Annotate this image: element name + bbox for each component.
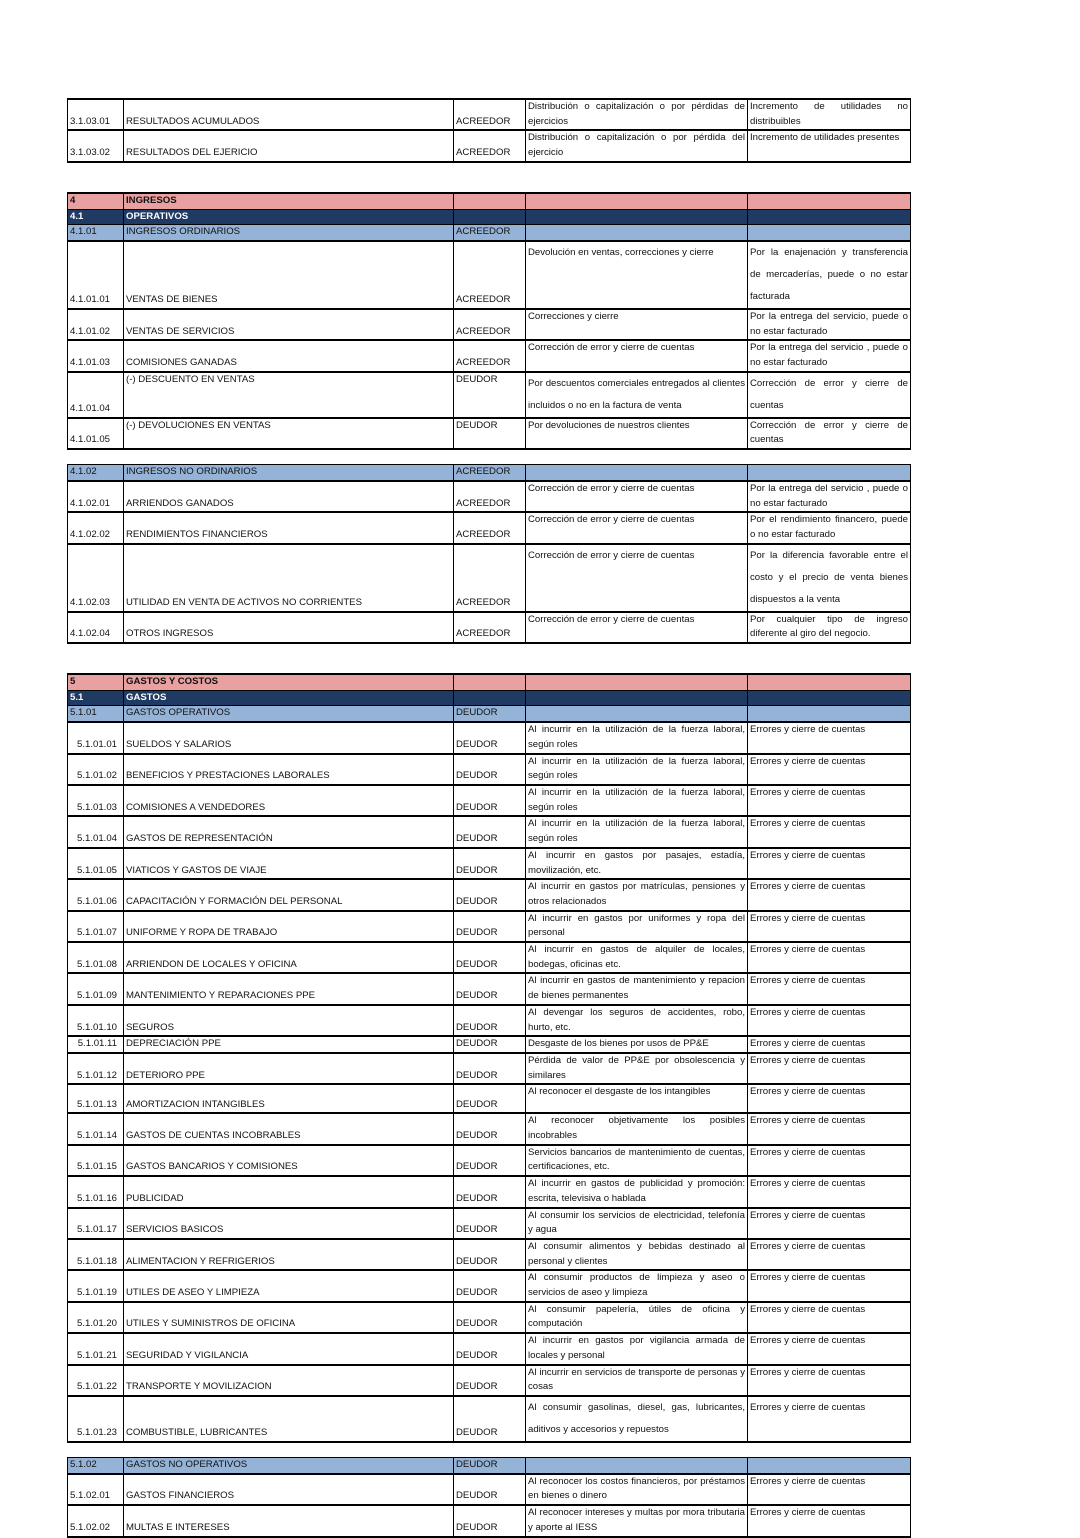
account-row — [68, 612, 911, 643]
account-nature: ACREEDOR — [454, 340, 526, 371]
debit-description: Desgaste de los bienes por usos de PP&E — [526, 1036, 748, 1053]
debit-description: Al incurrir en gastos por uniformes y ropa del personal — [526, 911, 748, 942]
account-nature: DEUDOR — [454, 1474, 526, 1505]
account-name: UTILIDAD EN VENTA DE ACTIVOS NO CORRIENTES — [124, 544, 454, 612]
account-name: OTROS INGRESOS — [124, 612, 454, 643]
account-row — [68, 722, 911, 753]
credit-description: Errores y cierre de cuentas — [748, 1239, 911, 1270]
header-nature: DEUDOR — [454, 1458, 526, 1474]
account-code: 5.1.01.03 — [68, 785, 124, 816]
account-name: (-) DEVOLUCIONES EN VENTAS — [124, 418, 454, 449]
header-code: 4 — [68, 193, 124, 209]
credit-description: Incremento de utilidades no distribuibles — [748, 99, 911, 130]
account-name: RESULTADOS DEL EJERICIO — [124, 130, 454, 161]
account-nature: DEUDOR — [454, 1113, 526, 1144]
debit-description: Al incurrir en la utilización de la fuerza laboral, según roles — [526, 754, 748, 785]
header-nature — [454, 690, 526, 706]
account-nature: ACREEDOR — [454, 612, 526, 643]
header-name: GASTOS — [124, 690, 454, 706]
header-code: 5.1.02 — [68, 1458, 124, 1474]
account-nature: DEUDOR — [454, 754, 526, 785]
debit-description: Al consumir alimentos y bebidas destinado al personal y clientes — [526, 1239, 748, 1270]
account-row — [68, 1270, 911, 1301]
section-spacer — [68, 449, 911, 465]
header-code: 5 — [68, 674, 124, 690]
account-code: 4.1.02.04 — [68, 612, 124, 643]
account-code: 5.1.01.18 — [68, 1239, 124, 1270]
credit-description: Por la enajenación y transferencia de mercaderías, puede o no estar facturada — [748, 241, 911, 309]
account-nature: DEUDOR — [454, 973, 526, 1004]
credit-description: Errores y cierre de cuentas — [748, 816, 911, 847]
account-nature: ACREEDOR — [454, 241, 526, 309]
account-name: SEGUROS — [124, 1005, 454, 1036]
account-name: DETERIORO PPE — [124, 1053, 454, 1084]
account-row — [68, 911, 911, 942]
account-code: 5.1.01.05 — [68, 848, 124, 879]
account-row — [68, 785, 911, 816]
account-code: 5.1.01.08 — [68, 942, 124, 973]
account-name: SERVICIOS BASICOS — [124, 1208, 454, 1239]
account-name: ARRIENDON DE LOCALES Y OFICINA — [124, 942, 454, 973]
debit-description: Corrección de error y cierre de cuentas — [526, 512, 748, 543]
debit-description: Al incurrir en gastos por matrículas, pensiones y otros relacionados — [526, 879, 748, 910]
account-code: 5.1.02.02 — [68, 1505, 124, 1536]
account-code: 3.1.03.01 — [68, 99, 124, 130]
credit-description: Errores y cierre de cuentas — [748, 1270, 911, 1301]
account-name: GASTOS DE REPRESENTACIÓN — [124, 816, 454, 847]
account-row — [68, 1036, 911, 1053]
account-group-header — [68, 193, 911, 209]
header-name: INGRESOS NO ORDINARIOS — [124, 465, 454, 481]
account-name: TRANSPORTE Y MOVILIZACION — [124, 1365, 454, 1396]
account-name: GASTOS FINANCIEROS — [124, 1474, 454, 1505]
account-name: MANTENIMIENTO Y REPARACIONES PPE — [124, 973, 454, 1004]
credit-description: Incremento de utilidades presentes — [748, 130, 911, 161]
account-subgroup-header — [68, 690, 911, 706]
header-name: GASTOS NO OPERATIVOS — [124, 1458, 454, 1474]
account-nature: DEUDOR — [454, 1333, 526, 1364]
credit-description: Errores y cierre de cuentas — [748, 785, 911, 816]
header-debit — [526, 465, 748, 481]
account-category-header — [68, 225, 911, 241]
account-code: 5.1.01.16 — [68, 1176, 124, 1207]
header-credit — [748, 1458, 911, 1474]
account-name: UTILES Y SUMINISTROS DE OFICINA — [124, 1302, 454, 1333]
account-code: 5.1.01.19 — [68, 1270, 124, 1301]
account-nature: DEUDOR — [454, 1053, 526, 1084]
credit-description: Errores y cierre de cuentas — [748, 1005, 911, 1036]
credit-description: Errores y cierre de cuentas — [748, 1145, 911, 1176]
header-debit — [526, 209, 748, 225]
header-nature: DEUDOR — [454, 706, 526, 722]
header-credit — [748, 465, 911, 481]
header-credit — [748, 193, 911, 209]
account-code: 4.1.02.01 — [68, 481, 124, 512]
account-code: 5.1.01.17 — [68, 1208, 124, 1239]
account-name: AMORTIZACION INTANGIBLES — [124, 1084, 454, 1113]
account-code: 5.1.01.01 — [68, 722, 124, 753]
debit-description: Al incurrir en gastos por vigilancia armada de locales y personal — [526, 1333, 748, 1364]
credit-description: Errores y cierre de cuentas — [748, 848, 911, 879]
section-spacer — [68, 1442, 911, 1458]
header-credit — [748, 225, 911, 241]
header-name: OPERATIVOS — [124, 209, 454, 225]
debit-description: Al consumir los servicios de electricidad, telefonía y agua — [526, 1208, 748, 1239]
account-name: VIATICOS Y GASTOS DE VIAJE — [124, 848, 454, 879]
account-nature: DEUDOR — [454, 848, 526, 879]
account-code: 5.1.01.09 — [68, 973, 124, 1004]
account-code: 4.1.01.05 — [68, 418, 124, 449]
debit-description: Corrección de error y cierre de cuentas — [526, 481, 748, 512]
account-nature: DEUDOR — [454, 1505, 526, 1536]
account-code: 3.1.03.02 — [68, 130, 124, 161]
account-row — [68, 1333, 911, 1364]
account-row — [68, 1474, 911, 1505]
credit-description: Errores y cierre de cuentas — [748, 1176, 911, 1207]
account-category-header — [68, 465, 911, 481]
account-row — [68, 1365, 911, 1396]
account-name: GASTOS DE CUENTAS INCOBRABLES — [124, 1113, 454, 1144]
debit-description: Al incurrir en gastos de mantenimiento y repacion de bienes permanentes — [526, 973, 748, 1004]
account-row — [68, 1302, 911, 1333]
account-row — [68, 1176, 911, 1207]
header-nature — [454, 193, 526, 209]
account-nature: DEUDOR — [454, 1176, 526, 1207]
account-code: 5.1.01.20 — [68, 1302, 124, 1333]
credit-description: Corrección de error y cierre de cuentas — [748, 372, 911, 418]
account-nature: DEUDOR — [454, 372, 526, 418]
account-name: UTILES DE ASEO Y LIMPIEZA — [124, 1270, 454, 1301]
account-name: MULTAS E INTERESES — [124, 1505, 454, 1536]
debit-description: Correcciones y cierre — [526, 309, 748, 340]
header-name: GASTOS Y COSTOS — [124, 674, 454, 690]
account-code: 5.1.01.12 — [68, 1053, 124, 1084]
account-name: ALIMENTACION Y REFRIGERIOS — [124, 1239, 454, 1270]
account-code: 5.1.01.04 — [68, 816, 124, 847]
account-row — [68, 481, 911, 512]
header-nature: ACREEDOR — [454, 225, 526, 241]
account-row — [68, 418, 911, 449]
account-code: 5.1.01.23 — [68, 1396, 124, 1442]
account-name: ARRIENDOS GANADOS — [124, 481, 454, 512]
account-code: 5.1.01.06 — [68, 879, 124, 910]
account-code: 5.1.01.14 — [68, 1113, 124, 1144]
account-code: 4.1.02.02 — [68, 512, 124, 543]
credit-description: Errores y cierre de cuentas — [748, 1084, 911, 1113]
credit-description: Por la entrega del servicio , puede o no estar facturado — [748, 481, 911, 512]
account-name: (-) DESCUENTO EN VENTAS — [124, 372, 454, 418]
credit-description: Errores y cierre de cuentas — [748, 1208, 911, 1239]
debit-description: Por devoluciones de nuestros clientes — [526, 418, 748, 449]
header-name: INGRESOS ORDINARIOS — [124, 225, 454, 241]
account-code: 5.1.02.01 — [68, 1474, 124, 1505]
header-credit — [748, 674, 911, 690]
account-nature: DEUDOR — [454, 1396, 526, 1442]
account-name: SUELDOS Y SALARIOS — [124, 722, 454, 753]
header-debit — [526, 193, 748, 209]
account-name: COMISIONES GANADAS — [124, 340, 454, 371]
account-category-header — [68, 706, 911, 722]
debit-description: Corrección de error y cierre de cuentas — [526, 340, 748, 371]
debit-description: Al incurrir en la utilización de la fuerza laboral, según roles — [526, 785, 748, 816]
header-name: GASTOS OPERATIVOS — [124, 706, 454, 722]
account-name: CAPACITACIÓN Y FORMACIÓN DEL PERSONAL — [124, 879, 454, 910]
account-row — [68, 544, 911, 612]
account-row — [68, 241, 911, 309]
debit-description: Al incurrir en la utilización de la fuerza laboral, según roles — [526, 816, 748, 847]
account-nature: DEUDOR — [454, 942, 526, 973]
credit-description: Por el rendimiento financero, puede o no estar facturado — [748, 512, 911, 543]
debit-description: Distribución o capitalización o por pérdida del ejercicio — [526, 130, 748, 161]
account-code: 5.1.01.13 — [68, 1084, 124, 1113]
account-row — [68, 1239, 911, 1270]
credit-description: Por la entrega del servicio , puede o no estar facturado — [748, 340, 911, 371]
account-row — [68, 1208, 911, 1239]
account-nature: ACREEDOR — [454, 99, 526, 130]
account-code: 4.1.01.04 — [68, 372, 124, 418]
account-name: RESULTADOS ACUMULADOS — [124, 99, 454, 130]
credit-description: Errores y cierre de cuentas — [748, 1302, 911, 1333]
credit-description: Errores y cierre de cuentas — [748, 754, 911, 785]
account-code: 4.1.01.03 — [68, 340, 124, 371]
debit-description: Al devengar los seguros de accidentes, robo, hurto, etc. — [526, 1005, 748, 1036]
account-category-header — [68, 1458, 911, 1474]
account-name: UNIFORME Y ROPA DE TRABAJO — [124, 911, 454, 942]
header-name: INGRESOS — [124, 193, 454, 209]
debit-description: Al incurrir en la utilización de la fuerza laboral, según roles — [526, 722, 748, 753]
account-row — [68, 99, 911, 130]
account-name: VENTAS DE SERVICIOS — [124, 309, 454, 340]
account-name: DEPRECIACIÓN PPE — [124, 1036, 454, 1053]
account-nature: DEUDOR — [454, 1270, 526, 1301]
credit-description: Errores y cierre de cuentas — [748, 911, 911, 942]
debit-description: Al consumir papelería, útiles de oficina y computación — [526, 1302, 748, 1333]
debit-description: Al incurrir en gastos por pasajes, estadía, movilización, etc. — [526, 848, 748, 879]
account-code: 5.1.01.11 — [68, 1036, 124, 1053]
header-code: 4.1.01 — [68, 225, 124, 241]
account-name: SEGURIDAD Y VIGILANCIA — [124, 1333, 454, 1364]
account-nature: DEUDOR — [454, 1005, 526, 1036]
chart-of-accounts-sheet — [67, 98, 910, 1538]
account-row — [68, 879, 911, 910]
credit-description: Por la diferencia favorable entre el costo y el precio de venta bienes dispuestos a la venta — [748, 544, 911, 612]
credit-description: Errores y cierre de cuentas — [748, 722, 911, 753]
header-debit — [526, 225, 748, 241]
account-name: PUBLICIDAD — [124, 1176, 454, 1207]
account-code: 5.1.01.02 — [68, 754, 124, 785]
account-nature: ACREEDOR — [454, 512, 526, 543]
account-subgroup-header — [68, 209, 911, 225]
credit-description: Errores y cierre de cuentas — [748, 1113, 911, 1144]
account-name: GASTOS BANCARIOS Y COMISIONES — [124, 1145, 454, 1176]
account-row — [68, 1145, 911, 1176]
debit-description: Al reconocer el desgaste de los intangibles — [526, 1084, 748, 1113]
section-spacer — [68, 162, 911, 193]
header-code: 4.1 — [68, 209, 124, 225]
account-code: 4.1.02.03 — [68, 544, 124, 612]
account-name: RENDIMIENTOS FINANCIEROS — [124, 512, 454, 543]
account-row — [68, 848, 911, 879]
account-nature: DEUDOR — [454, 911, 526, 942]
section-spacer — [68, 643, 911, 674]
header-credit — [748, 209, 911, 225]
header-debit — [526, 690, 748, 706]
debit-description: Al reconocer intereses y multas por mora tributaria y aporte al IESS — [526, 1505, 748, 1536]
header-nature — [454, 209, 526, 225]
account-group-header — [68, 674, 911, 690]
header-credit — [748, 690, 911, 706]
account-row — [68, 372, 911, 418]
account-nature: ACREEDOR — [454, 544, 526, 612]
account-nature: ACREEDOR — [454, 481, 526, 512]
account-nature: ACREEDOR — [454, 130, 526, 161]
account-row — [68, 340, 911, 371]
debit-description: Pérdida de valor de PP&E por obsolescencia y similares — [526, 1053, 748, 1084]
debit-description: Corrección de error y cierre de cuentas — [526, 544, 748, 612]
account-name: COMISIONES A VENDEDORES — [124, 785, 454, 816]
account-row — [68, 130, 911, 161]
header-nature — [454, 674, 526, 690]
header-code: 4.1.02 — [68, 465, 124, 481]
account-row — [68, 1396, 911, 1442]
account-nature: DEUDOR — [454, 1208, 526, 1239]
credit-description: Por la entrega del servicio, puede o no estar facturado — [748, 309, 911, 340]
account-code: 5.1.01.10 — [68, 1005, 124, 1036]
credit-description: Errores y cierre de cuentas — [748, 1474, 911, 1505]
debit-description: Al reconocer objetivamente los posibles incobrables — [526, 1113, 748, 1144]
account-nature: DEUDOR — [454, 1302, 526, 1333]
header-debit — [526, 674, 748, 690]
credit-description: Errores y cierre de cuentas — [748, 1333, 911, 1364]
account-row — [68, 1113, 911, 1144]
credit-description: Por cualquier tipo de ingreso diferente al giro del negocio. — [748, 612, 911, 643]
account-nature: DEUDOR — [454, 1239, 526, 1270]
debit-description: Servicios bancarios de mantenimiento de cuentas, certificaciones, etc. — [526, 1145, 748, 1176]
credit-description: Errores y cierre de cuentas — [748, 942, 911, 973]
credit-description: Errores y cierre de cuentas — [748, 1053, 911, 1084]
account-nature: DEUDOR — [454, 879, 526, 910]
account-row — [68, 973, 911, 1004]
account-nature: DEUDOR — [454, 816, 526, 847]
account-nature: DEUDOR — [454, 785, 526, 816]
account-nature: DEUDOR — [454, 418, 526, 449]
accounts-table — [67, 98, 911, 1538]
account-nature: DEUDOR — [454, 1145, 526, 1176]
account-nature: DEUDOR — [454, 1365, 526, 1396]
account-code: 5.1.01.15 — [68, 1145, 124, 1176]
account-name: BENEFICIOS Y PRESTACIONES LABORALES — [124, 754, 454, 785]
header-credit — [748, 706, 911, 722]
debit-description: Al incurrir en gastos de publicidad y promoción: escrita, televisiva o hablada — [526, 1176, 748, 1207]
account-code: 5.1.01.22 — [68, 1365, 124, 1396]
credit-description: Errores y cierre de cuentas — [748, 1396, 911, 1442]
debit-description: Al incurrir en gastos de alquiler de locales, bodegas, oficinas etc. — [526, 942, 748, 973]
debit-description: Al incurrir en servicios de transporte de personas y cosas — [526, 1365, 748, 1396]
debit-description: Distribución o capitalización o por pérdidas de ejercicios — [526, 99, 748, 130]
credit-description: Errores y cierre de cuentas — [748, 1505, 911, 1536]
credit-description: Errores y cierre de cuentas — [748, 879, 911, 910]
account-nature: ACREEDOR — [454, 309, 526, 340]
debit-description: Por descuentos comerciales entregados al clientes incluidos o no en la factura de venta — [526, 372, 748, 418]
account-code: 5.1.01.07 — [68, 911, 124, 942]
account-name: VENTAS DE BIENES — [124, 241, 454, 309]
account-row — [68, 1084, 911, 1113]
debit-description: Corrección de error y cierre de cuentas — [526, 612, 748, 643]
account-row — [68, 1505, 911, 1536]
account-row — [68, 816, 911, 847]
credit-description: Errores y cierre de cuentas — [748, 973, 911, 1004]
debit-description: Al consumir gasolinas, diesel, gas, lubricantes, aditivos y accesorios y repuestos — [526, 1396, 748, 1442]
debit-description: Al consumir productos de limpieza y aseo o servicios de aseo y limpieza — [526, 1270, 748, 1301]
account-nature: DEUDOR — [454, 1036, 526, 1053]
header-code: 5.1 — [68, 690, 124, 706]
credit-description: Corrección de error y cierre de cuentas — [748, 418, 911, 449]
account-row — [68, 512, 911, 543]
account-row — [68, 1053, 911, 1084]
account-code: 4.1.01.01 — [68, 241, 124, 309]
account-nature: DEUDOR — [454, 722, 526, 753]
account-row — [68, 1005, 911, 1036]
header-debit — [526, 1458, 748, 1474]
account-nature: DEUDOR — [454, 1084, 526, 1113]
header-code: 5.1.01 — [68, 706, 124, 722]
credit-description: Errores y cierre de cuentas — [748, 1365, 911, 1396]
debit-description: Al reconocer los costos financieros, por préstamos en bienes o dinero — [526, 1474, 748, 1505]
account-code: 5.1.01.21 — [68, 1333, 124, 1364]
header-debit — [526, 706, 748, 722]
account-row — [68, 942, 911, 973]
account-row — [68, 309, 911, 340]
account-row — [68, 754, 911, 785]
header-nature: ACREEDOR — [454, 465, 526, 481]
debit-description: Devolución en ventas, correcciones y cierre — [526, 241, 748, 309]
account-code: 4.1.01.02 — [68, 309, 124, 340]
account-name: COMBUSTIBLE, LUBRICANTES — [124, 1396, 454, 1442]
credit-description: Errores y cierre de cuentas — [748, 1036, 911, 1053]
